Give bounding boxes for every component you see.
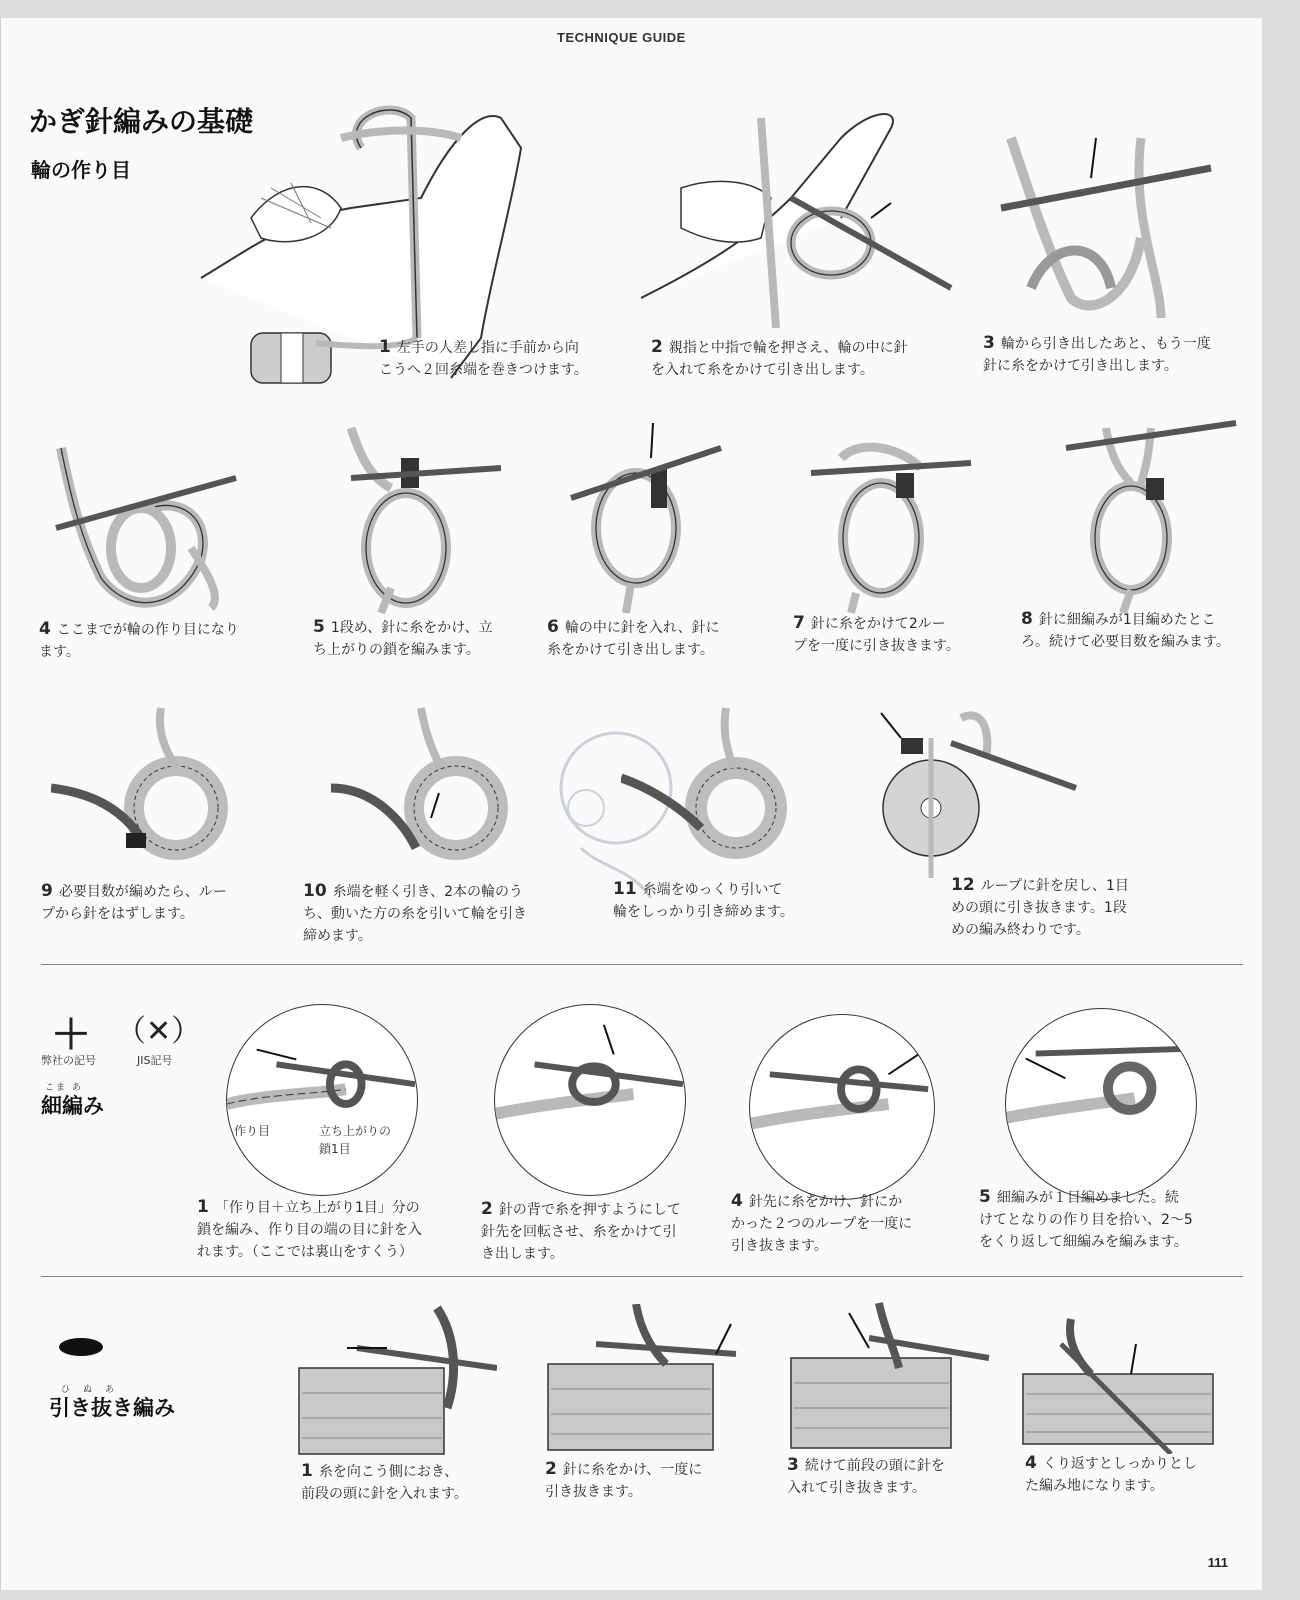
sc-label-turning: 立ち上がりの 鎖1目 bbox=[319, 1124, 392, 1156]
ring-section-title: 輪の作り目 bbox=[31, 158, 131, 182]
illustration-thumb-hold bbox=[641, 98, 961, 338]
ring-step-3-caption: 3 輪から引き出したあと、もう一度 針に糸をかけて引き出します。 bbox=[983, 333, 1211, 374]
sl-stitch-name: 引き抜き編み bbox=[49, 1396, 175, 1420]
sc-symbol-company: ＋ bbox=[51, 1012, 91, 1058]
sl-step-3-illustration bbox=[789, 1298, 999, 1458]
illustration-ring-step-4 bbox=[41, 438, 241, 618]
sc-step-2-caption: 2 針の背で糸を押すようにして 針先を回転させ、糸をかけて引 き出します。 bbox=[481, 1199, 681, 1262]
ring-step-5-caption: 5 1段め、針に糸をかけ、立 ち上がりの鎖を編みます。 bbox=[313, 617, 493, 658]
ring-step-6-caption: 6 輪の中に針を入れ、針に 糸をかけて引き出します。 bbox=[547, 617, 720, 658]
sc-label-foundation: 作り目 bbox=[234, 1124, 271, 1138]
sl-step-1-caption: 1 糸を向こう側におき、 前段の頭に針を入れます。 bbox=[301, 1461, 468, 1502]
section-divider bbox=[41, 964, 1243, 965]
illustration-ring-step-12 bbox=[871, 698, 1091, 888]
ring-step-11-caption: 11 糸端をゆっくり引いて 輪をしっかり引き締めます。 bbox=[613, 879, 794, 920]
sl-step-2-caption: 2 針に糸をかけ、一度に 引き抜きます。 bbox=[545, 1459, 703, 1500]
sc-symbol-jis-label: JIS記号 bbox=[137, 1054, 173, 1067]
illustration-pull-through bbox=[991, 118, 1231, 328]
sc-symbol-company-label: 弊社の記号 bbox=[41, 1054, 96, 1067]
sl-step-1-illustration bbox=[297, 1298, 497, 1458]
sc-step-1-illustration bbox=[226, 1004, 418, 1196]
sl-step-4-caption: 4 くり返すとしっかりとし た編み地になります。 bbox=[1025, 1453, 1197, 1494]
ring-step-8-caption: 8 針に細編みが1目編めたとこ ろ。続けて必要目数を編みます。 bbox=[1021, 609, 1230, 650]
illustration-ring-step-7 bbox=[801, 418, 991, 618]
illustration-ring-step-11 bbox=[621, 698, 811, 878]
sc-step-5-illustration bbox=[1005, 1008, 1197, 1200]
sc-ruby: こま あ bbox=[45, 1083, 83, 1093]
illustration-ring-step-9 bbox=[51, 698, 251, 878]
sc-step-5-caption: 5 細編みが１目編めました。続 けてとなりの作り目を拾い、2〜5 をくり返して細編みを編みます。 bbox=[979, 1187, 1193, 1250]
sl-step-3-caption: 3 続けて前段の頭に針を 入れて引き抜きます。 bbox=[787, 1455, 945, 1496]
page-title: かぎ針編みの基礎 bbox=[29, 105, 254, 138]
illustration-ring-step-6 bbox=[541, 418, 741, 618]
book-page bbox=[0, 18, 1262, 1590]
sc-stitch-name: 細編み bbox=[41, 1094, 104, 1118]
ring-step-7-caption: 7 針に糸をかけて2ルー プを一度に引き抜きます。 bbox=[793, 613, 960, 654]
slip-stitch-symbol-icon bbox=[59, 1338, 103, 1356]
ring-step-2-caption: 2 親指と中指で輪を押さえ、輪の中に針 を入れて糸をかけて引き出します。 bbox=[651, 337, 908, 378]
ring-step-4-caption: 4 ここまでが輪の作り目になり ます。 bbox=[39, 619, 239, 660]
ring-step-10-caption: 10 糸端を軽く引き、2本の輪のう ち、動いた方の糸を引いて輪を引き 締めます。 bbox=[303, 881, 527, 944]
section-divider-2 bbox=[41, 1276, 1243, 1277]
ring-step-1-caption: 1 左手の人差し指に手前から向 こうへ２回糸端を巻きつけます。 bbox=[379, 337, 588, 378]
sc-step-2-illustration bbox=[494, 1004, 686, 1196]
sc-step-4-illustration bbox=[749, 1014, 935, 1200]
sc-symbol-jis: （✕） bbox=[116, 1014, 202, 1049]
sl-step-2-illustration bbox=[546, 1304, 746, 1454]
sc-step-4-caption: 4 針先に糸をかけ、針にか かった２つのループを一度に 引き抜きます。 bbox=[731, 1191, 913, 1254]
illustration-ring-step-10 bbox=[331, 698, 531, 878]
sl-step-4-illustration bbox=[1021, 1314, 1221, 1454]
ring-step-9-caption: 9 必要目数が編めたら、ルー プから針をはずします。 bbox=[41, 881, 227, 922]
page-header: TECHNIQUE GUIDE bbox=[557, 30, 686, 45]
sc-step-1-caption: 1 「作り目＋立ち上がり1目」分の 鎖を編み、作り目の端の目に針を入 れます。（ここでは裏山をすくう） bbox=[197, 1197, 422, 1260]
illustration-ring-step-8 bbox=[1061, 418, 1241, 618]
illustration-ring-step-5 bbox=[331, 418, 511, 618]
ring-step-12-caption: 12 ループに針を戻し、1目 めの頭に引き抜きます。1段 めの編み終わりです。 bbox=[951, 875, 1129, 938]
page-number: 111 bbox=[1207, 1555, 1228, 1570]
sl-ruby: ひ ぬ あ bbox=[61, 1385, 117, 1395]
